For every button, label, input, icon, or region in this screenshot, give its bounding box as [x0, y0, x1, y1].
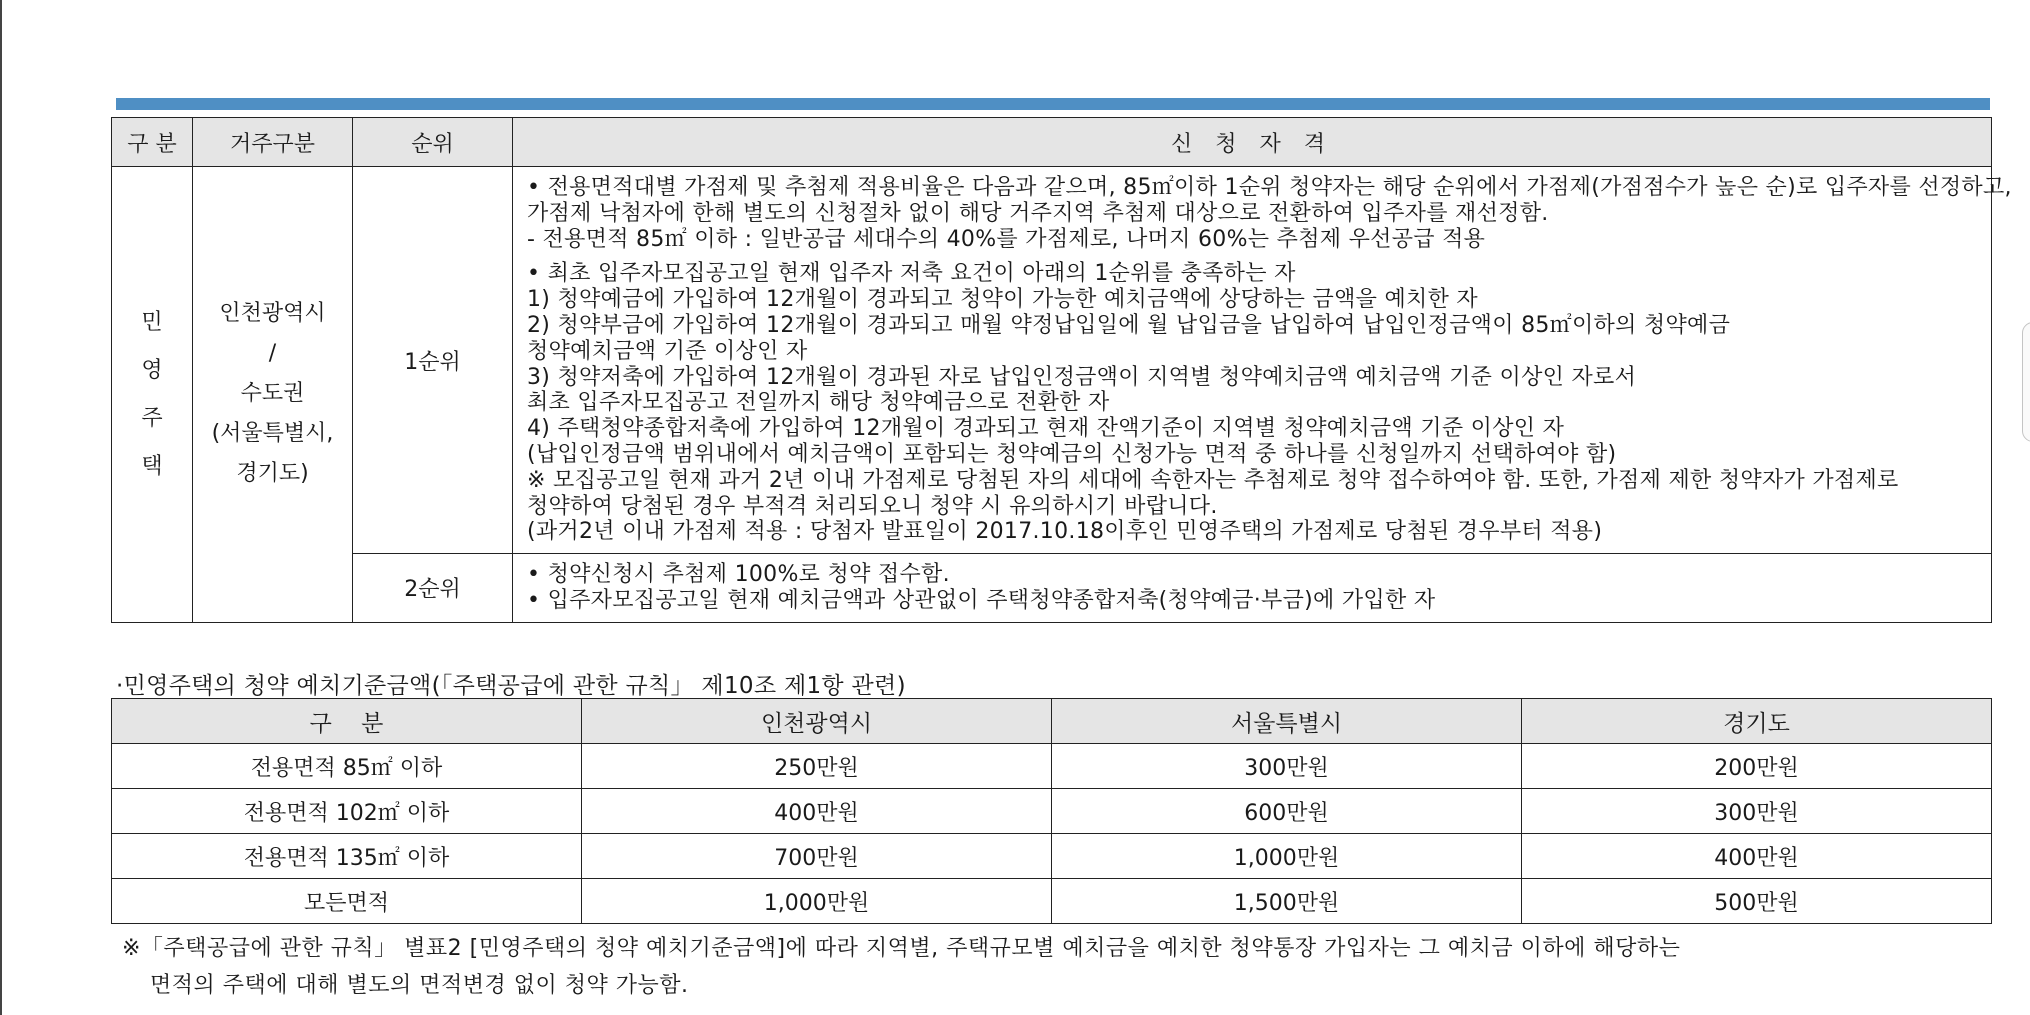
qual-line: - 전용면적 85㎡ 이하 : 일반공급 세대수의 40%를 가점제로, 나머지 60%는 추첨제 우선공급 적용	[527, 226, 1486, 252]
residence-line: /	[268, 341, 277, 367]
deposit-standard-table	[111, 698, 1992, 924]
category-char: 민	[141, 309, 163, 335]
amount-cell: 700만원	[582, 834, 1052, 879]
amount-cell: 300만원	[1522, 789, 1992, 834]
footnote-line: ※「주택공급에 관한 규칙」 별표2 [민영주택의 청약 예치기준금액]에 따라 지역별, 주택규모별 예치금을 예치한 청약통장 가입자는 그 예치금 이하에 해당하는	[122, 936, 1681, 961]
amount-cell: 1,000만원	[1052, 834, 1522, 879]
qual-line: 청약하여 당첨된 경우 부적격 처리되오니 청약 시 유의하시기 바랍니다.	[527, 493, 1218, 519]
table-row	[112, 879, 1992, 924]
qual-line: • 입주자모집공고일 현재 예치금액과 상관없이 주택청약종합저축(청약예금·부금)에 가입한 자	[527, 587, 1436, 613]
deposit-header-incheon: 인천광역시	[582, 699, 1052, 744]
rank1-row	[112, 167, 1992, 554]
amount-cell: 500만원	[1522, 879, 1992, 924]
qual-line: • 전용면적대별 가점제 및 추첨제 적용비율은 다음과 같으며, 85㎡이하 1순위 청약자는 해당 순위에서 가점제(가점점수가 높은 순)로 입주자를 선정하고,	[527, 175, 2012, 200]
rank2-qualification	[513, 554, 1992, 623]
qual-line: (납입인정금액 범위내에서 예치금액이 포함되는 청약예금의 신청가능 면적 중 하나를 신청일까지 선택하여야 함)	[527, 441, 1617, 467]
amount-cell: 600만원	[1052, 789, 1522, 834]
residence-cell	[193, 167, 353, 623]
qual-line: • 최초 입주자모집공고일 현재 입주자 저축 요건이 아래의 1순위를 충족하는 자	[527, 261, 1296, 287]
amount-cell: 400만원	[1522, 834, 1992, 879]
section-header-bar	[116, 98, 1990, 110]
rank2-label: 2순위	[353, 554, 513, 623]
deposit-table-caption: ·민영주택의 청약 예치기준금액(「주택공급에 관한 규칙」 제10조 제1항 관련)	[116, 673, 906, 699]
area-cell: 전용면적 135㎡ 이하	[112, 834, 582, 879]
qual-line: 3) 청약저축에 가입하여 12개월이 경과된 자로 납입인정금액이 지역별 청약예치금액 예치금액 기준 이상인 자로서	[527, 364, 1637, 390]
amount-cell: 200만원	[1522, 744, 1992, 789]
area-cell: 모든면적	[112, 879, 582, 924]
page-left-border	[0, 0, 2, 1015]
eligibility-table	[111, 117, 2012, 623]
residence-line: 경기도)	[236, 461, 309, 487]
eligibility-header-row	[112, 118, 1992, 167]
qual-line: 청약예치금액 기준 이상인 자	[527, 338, 808, 364]
qual-line: (과거2년 이내 가점제 적용 : 당첨자 발표일이 2017.10.18이후인 민영주택의 가점제로 당첨된 경우부터 적용)	[527, 519, 1603, 545]
area-cell: 전용면적 85㎡ 이하	[112, 744, 582, 789]
residence-line: 인천광역시	[219, 301, 326, 327]
header-qualification: 신 청 자 격	[513, 118, 1992, 167]
deposit-header-seoul: 서울특별시	[1052, 699, 1522, 744]
rank1-label: 1순위	[353, 167, 513, 554]
deposit-header-gyeonggi: 경기도	[1522, 699, 1992, 744]
rank1-block-2	[527, 261, 1981, 545]
header-rank: 순위	[353, 118, 513, 167]
table-row	[112, 744, 1992, 789]
deposit-header-category: 구 분	[112, 699, 582, 744]
qual-line: 2) 청약부금에 가입하여 12개월이 경과되고 매월 약정납입일에 월 납입금을 납입하여 납입인정금액이 85㎡이하의 청약예금	[527, 312, 1731, 338]
deposit-header-row	[112, 699, 1992, 744]
amount-cell: 1,500만원	[1052, 879, 1522, 924]
residence-line: 수도권	[240, 381, 305, 407]
amount-cell: 1,000만원	[582, 879, 1052, 924]
category-cell	[112, 167, 193, 623]
table-row	[112, 789, 1992, 834]
rank1-block-1	[527, 175, 2012, 252]
amount-cell: 400만원	[582, 789, 1052, 834]
category-char: 주	[141, 405, 163, 431]
qual-line: ※ 모집공고일 현재 과거 2년 이내 가점제로 당첨된 자의 세대에 속한자는 추첨제로 청약 접수하여야 함. 또한, 가점제 제한 청약자가 가점제로	[527, 467, 1899, 493]
scroll-handle[interactable]	[2022, 322, 2030, 442]
category-char: 영	[141, 357, 163, 383]
footnote-line: 면적의 주택에 대해 별도의 면적변경 없이 청약 가능함.	[150, 973, 689, 998]
residence-line: (서울특별시,	[211, 421, 334, 447]
area-cell: 전용면적 102㎡ 이하	[112, 789, 582, 834]
header-category: 구 분	[112, 118, 193, 167]
rank2-row	[112, 554, 1992, 623]
category-char: 택	[141, 453, 163, 479]
table-row	[112, 834, 1992, 879]
header-residence: 거주구분	[193, 118, 353, 167]
qual-line: 1) 청약예금에 가입하여 12개월이 경과되고 청약이 가능한 예치금액에 상당하는 금액을 예치한 자	[527, 287, 1478, 313]
amount-cell: 250만원	[582, 744, 1052, 789]
rank1-qualification	[513, 167, 2012, 554]
qual-line: 가점제 낙첨자에 한해 별도의 신청절차 없이 해당 거주지역 추첨제 대상으로 전환하여 입주자를 재선정함.	[527, 200, 1549, 226]
qual-line: 4) 주택청약종합저축에 가입하여 12개월이 경과되고 현재 잔액기준이 지역별 청약예치금액 기준 이상인 자	[527, 416, 1565, 442]
qual-line: 최초 입주자모집공고 전일까지 해당 청약예금으로 전환한 자	[527, 390, 1110, 416]
amount-cell: 300만원	[1052, 744, 1522, 789]
qual-line: • 청약신청시 추첨제 100%로 청약 접수함.	[527, 562, 950, 588]
footnote	[122, 930, 1680, 1004]
